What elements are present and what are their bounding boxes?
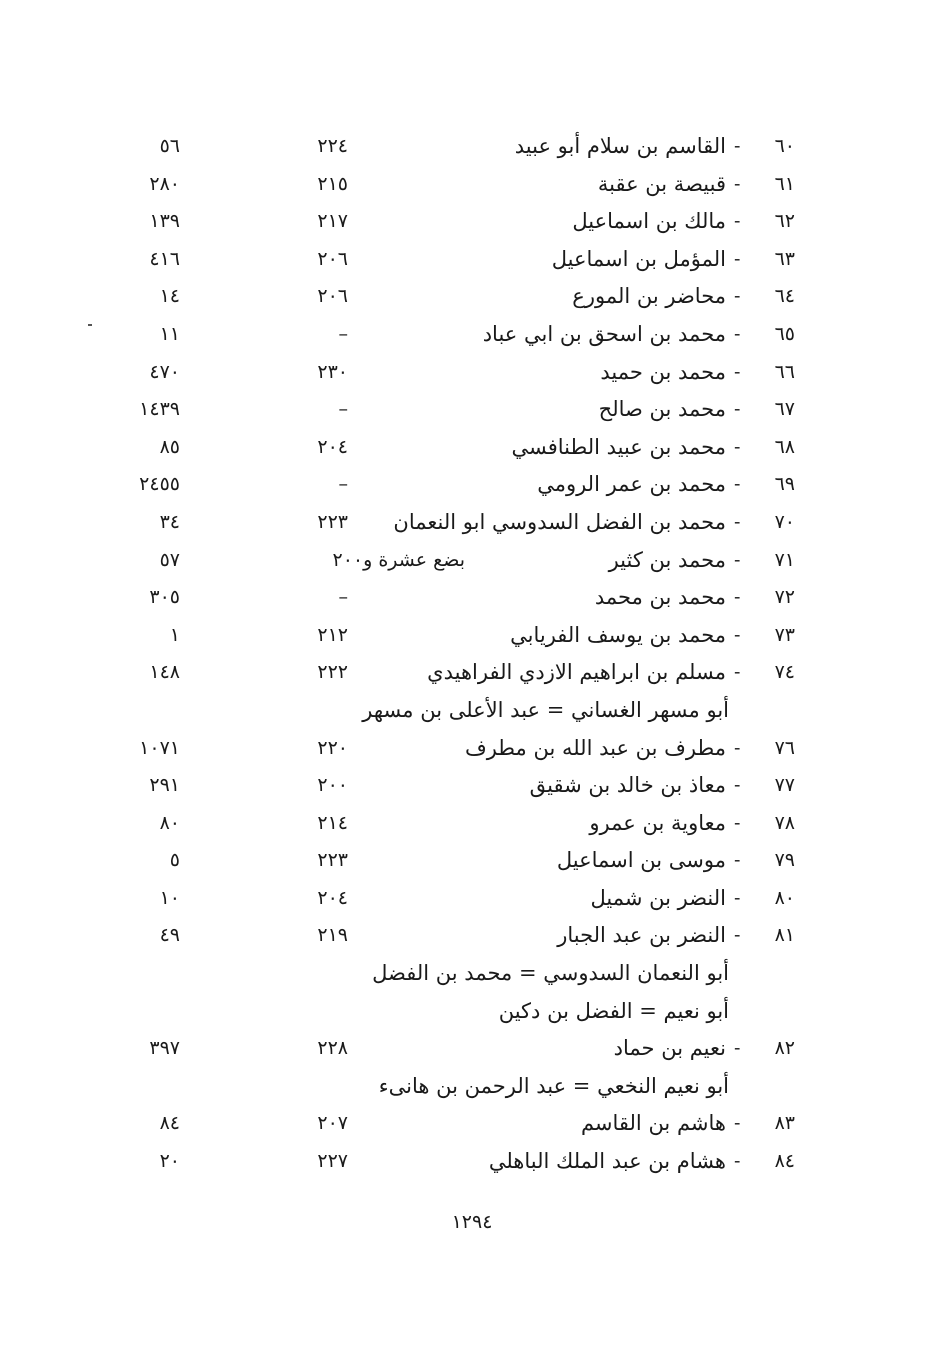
entry-separator: -	[734, 172, 741, 195]
entry-number: ٦١	[774, 172, 795, 195]
hadith-count: ١٠	[159, 886, 180, 909]
table-row	[0, 281, 944, 319]
entry-number: ٦٦	[774, 360, 795, 383]
narrator-name: مالك بن اسماعيل	[572, 209, 726, 234]
hadith-count: ٢٤٥٥	[139, 473, 180, 496]
narrator-name: القاسم بن سلام أبو عبيد	[514, 134, 726, 158]
table-row	[0, 733, 944, 771]
death-year: ٢٠٦	[317, 285, 348, 308]
entry-separator: -	[734, 811, 741, 834]
entry-number: ٨٠	[774, 886, 795, 909]
scan-speck	[88, 324, 92, 326]
table-row	[0, 620, 944, 658]
table-row	[0, 206, 944, 244]
entry-separator: -	[734, 774, 741, 797]
entry-separator: -	[734, 586, 741, 609]
entry-number: ٨٣	[774, 1112, 795, 1135]
death-year: ٢١٤	[317, 811, 348, 834]
narrator-name: محمد بن اسحق بن ابي عباد	[482, 321, 726, 346]
entry-number: ٦٧	[774, 398, 795, 421]
narrator-name: محمد بن كثير	[608, 547, 726, 572]
entry-number: ٧٤	[774, 661, 795, 684]
entry-separator: -	[734, 1037, 741, 1060]
narrator-name: محمد بن حميد	[600, 359, 726, 384]
hadith-count: ٨٥	[159, 435, 180, 458]
table-row	[0, 319, 944, 357]
table-row	[0, 883, 944, 921]
entry-number: ٧٨	[774, 811, 795, 834]
entry-number: ٦٤	[774, 285, 795, 308]
death-year: ٢١٧	[317, 210, 348, 233]
death-year: ٢١٩	[317, 924, 348, 947]
hadith-count: ١	[169, 623, 180, 646]
hadith-count: ١٤٣٩	[139, 398, 180, 421]
hadith-count: ٨٠	[159, 811, 180, 834]
entry-separator: -	[734, 1150, 741, 1173]
entry-separator: -	[734, 886, 741, 909]
death-year: ٢٢٨	[317, 1037, 348, 1060]
alias-row	[0, 996, 944, 1034]
entry-number: ٦٠	[774, 135, 795, 157]
entry-separator: -	[734, 849, 741, 872]
narrator-name: المؤمل بن اسماعيل	[551, 246, 726, 271]
entry-number: ٧٩	[774, 849, 795, 872]
entry-number: ٨١	[774, 924, 795, 947]
table-row	[0, 1146, 944, 1184]
entry-number: ٦٥	[774, 322, 795, 345]
death-year: ٢٢٤	[317, 135, 348, 157]
hadith-count: ٥	[169, 849, 180, 872]
hadith-count: ١٣٩	[149, 210, 180, 233]
alias-text: أبو النعمان السدوسي = محمد بن الفضل	[372, 961, 729, 986]
entry-separator: -	[734, 210, 741, 233]
hadith-count: ٤٧٠	[149, 360, 180, 383]
entry-separator: -	[734, 135, 741, 157]
death-year: –	[338, 473, 348, 496]
entry-number: ٧٠	[774, 510, 795, 533]
entry-separator: -	[734, 510, 741, 533]
narrators-table	[0, 131, 944, 1184]
entry-number: ٨٢	[774, 1037, 795, 1060]
hadith-count: ٥٦	[159, 135, 180, 157]
death-year: ٢٢٠	[317, 736, 348, 759]
entry-number: ٧١	[774, 548, 795, 571]
entry-separator: -	[734, 285, 741, 308]
narrator-name: محمد بن عبيد الطنافسي	[511, 434, 726, 459]
entry-number: ٦٩	[774, 473, 795, 496]
alias-row	[0, 695, 944, 733]
death-year: ٢٠٦	[317, 247, 348, 270]
entry-separator: -	[734, 736, 741, 759]
narrator-name: معاوية بن عمرو	[589, 810, 726, 835]
hadith-count: ٢٩١	[149, 774, 180, 797]
hadith-count: ٢٨٠	[149, 172, 180, 195]
table-row	[0, 394, 944, 432]
narrator-name: محمد بن صالح	[598, 397, 726, 422]
table-row	[0, 845, 944, 883]
page-number: ١٢٩٤	[451, 1211, 493, 1233]
entry-separator: -	[734, 247, 741, 270]
alias-text: أبو نعيم = الفضل بن دكين	[498, 998, 729, 1023]
hadith-count: ١٠٧١	[139, 736, 180, 759]
table-row	[0, 582, 944, 620]
death-year: ٢٠٤	[317, 886, 348, 909]
narrator-name: محمد بن عمر الرومي	[537, 472, 726, 497]
hadith-count: ٤٩	[159, 924, 180, 947]
table-row	[0, 920, 944, 958]
hadith-count: ١٤	[159, 285, 180, 308]
alias-row	[0, 1071, 944, 1109]
narrator-name: محاضر بن المورع	[572, 284, 726, 309]
table-row	[0, 469, 944, 507]
entry-number: ٦٣	[774, 247, 795, 270]
narrator-name: مطرف بن عبد الله بن مطرف	[464, 735, 726, 760]
entry-number: ٧٦	[774, 736, 795, 759]
table-row	[0, 770, 944, 808]
table-row	[0, 432, 944, 470]
table-row	[0, 357, 944, 395]
entry-number: ٨٤	[774, 1150, 795, 1173]
narrator-name: قبيصة بن عقبة	[597, 171, 726, 196]
narrator-name: موسى بن اسماعيل	[556, 848, 726, 873]
death-year: ٢٢٢	[317, 661, 348, 684]
entry-number: ٦٨	[774, 435, 795, 458]
death-year: –	[338, 586, 348, 609]
hadith-count: ٣٠٥	[149, 586, 180, 609]
entry-separator: -	[734, 1112, 741, 1135]
entry-separator: -	[734, 398, 741, 421]
entry-separator: -	[734, 435, 741, 458]
death-year: ٢١٢	[317, 623, 348, 646]
table-row	[0, 1108, 944, 1146]
entry-separator: -	[734, 548, 741, 571]
death-year-note: بضع عشرة و٢٠٠	[332, 548, 465, 571]
death-year: ٢٢٧	[317, 1150, 348, 1173]
narrator-name: هشام بن عبد الملك الباهلي	[488, 1149, 726, 1174]
entry-separator: -	[734, 661, 741, 684]
hadith-count: ٥٧	[159, 548, 180, 571]
death-year: ٢٢٣	[317, 510, 348, 533]
death-year: ٢٣٠	[317, 360, 348, 383]
entry-separator: -	[734, 360, 741, 383]
narrator-name: معاذ بن خالد بن شقيق	[529, 773, 726, 798]
hadith-count: ١٤٨	[149, 661, 180, 684]
entry-separator: -	[734, 322, 741, 345]
hadith-count: ٨٤	[159, 1112, 180, 1135]
narrator-name: النضر بن عبد الجبار	[557, 923, 726, 948]
death-year: ٢١٥	[317, 172, 348, 195]
narrator-name: هاشم بن القاسم	[580, 1111, 726, 1136]
death-year: ٢٠٠	[317, 774, 348, 797]
table-row	[0, 507, 944, 545]
entry-separator: -	[734, 473, 741, 496]
table-row	[0, 169, 944, 207]
alias-text: أبو نعيم النخعي = عبد الرحمن بن هانىء	[378, 1073, 729, 1098]
narrator-name: محمد بن محمد	[594, 585, 726, 610]
entry-number: ٧٧	[774, 774, 795, 797]
entry-number: ٦٢	[774, 210, 795, 233]
death-year: ٢٠٧	[317, 1112, 348, 1135]
hadith-count: ٤١٦	[149, 247, 180, 270]
narrator-name: محمد بن يوسف الفريابي	[510, 622, 726, 647]
entry-separator: -	[734, 924, 741, 947]
hadith-count: ٣٩٧	[149, 1037, 180, 1060]
narrator-name: النضر بن شميل	[590, 885, 726, 910]
narrator-name: محمد بن الفضل السدوسي ابو النعمان	[393, 509, 726, 534]
table-row	[0, 244, 944, 282]
entry-number: ٧٣	[774, 623, 795, 646]
hadith-count: ٢٠	[159, 1150, 180, 1173]
table-row	[0, 657, 944, 695]
death-year: ٢٢٣	[317, 849, 348, 872]
narrator-name: نعيم بن حماد	[613, 1036, 726, 1061]
death-year: –	[338, 398, 348, 421]
entry-separator: -	[734, 623, 741, 646]
table-row	[0, 808, 944, 846]
entry-number: ٧٢	[774, 586, 795, 609]
table-row	[0, 131, 944, 169]
alias-row	[0, 958, 944, 996]
death-year: –	[338, 322, 348, 345]
alias-text: أبو مسهر الغساني = عبد الأعلى بن مسهر	[362, 697, 729, 722]
hadith-count: ١١	[159, 322, 180, 345]
narrator-name: مسلم بن ابراهيم الازدي الفراهيدي	[427, 660, 726, 685]
table-row	[0, 545, 944, 583]
table-row	[0, 1033, 944, 1071]
hadith-count: ٣٤	[159, 510, 180, 533]
death-year: ٢٠٤	[317, 435, 348, 458]
